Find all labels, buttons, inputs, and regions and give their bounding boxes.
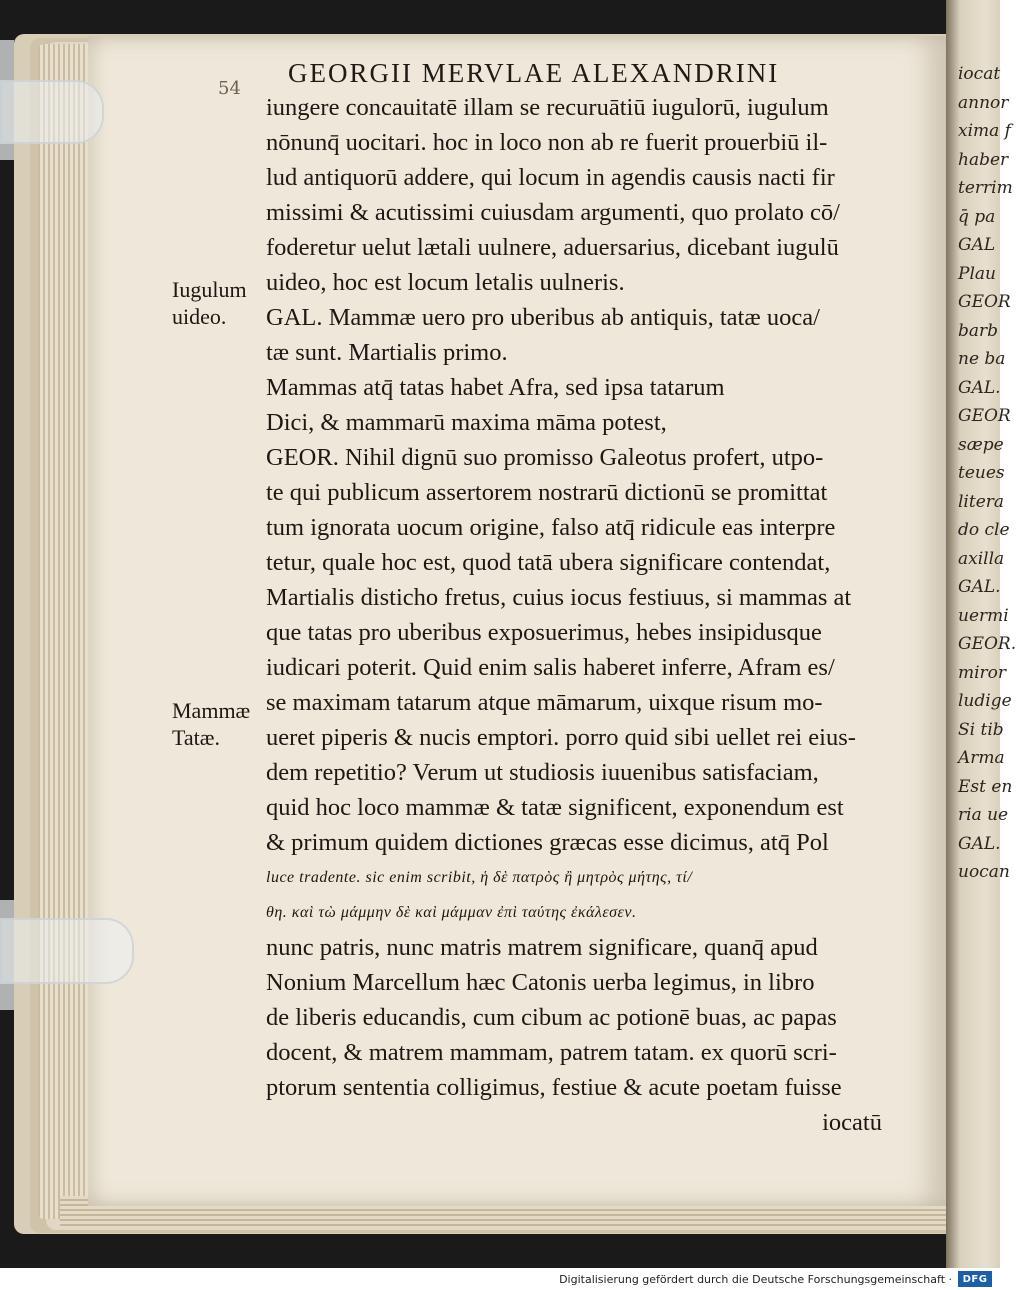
facing-page-fragment: ludige <box>958 691 1012 711</box>
facing-page-fragment: xima f <box>958 121 1011 141</box>
facing-page <box>946 0 1017 1268</box>
text-line: que tatas pro uberibus exposuerimus, hebes insipidusque <box>266 619 822 646</box>
facing-page-fragment: Si tib <box>958 719 1004 740</box>
facing-page-fragment: Arma <box>958 748 1005 768</box>
text-line: lud antiquorū addere, qui locum in agendis causis nacti fir <box>266 164 835 191</box>
text-line: GAL. Mammæ uero pro uberibus ab antiquis, tatæ uoca/ <box>266 304 820 331</box>
page-number: 54 <box>218 78 241 99</box>
footer-bar <box>0 1268 1000 1290</box>
text-line: foderetur uelut lætali uulnere, aduersarius, dicebant iugulū <box>266 234 839 261</box>
facing-page-fragment: litera <box>958 491 1005 512</box>
facing-page-fragment: annor <box>958 92 1009 113</box>
text-line: se maximam tatarum atque māmarum, uixque risum mo- <box>266 689 823 716</box>
facing-page-fragment: Plau <box>958 263 996 284</box>
facing-page-fragment: teues <box>958 463 1005 483</box>
facing-page-fragment: axilla <box>958 548 1005 569</box>
facing-page-fragment: GAL. <box>958 377 1001 398</box>
facing-page-fragment: GEOR <box>958 292 1011 312</box>
text-line: iudicari poterit. Quid enim salis haberet inferre, Afram es/ <box>266 654 835 681</box>
footer-text: Digitalisierung gefördert durch die Deutsche Forschungsgemeinschaft · <box>559 1272 952 1286</box>
text-line: iungere concauitatē illam se recuruātiū iugulorū, iugulum <box>266 94 829 121</box>
text-line: docent, & matrem mammam, patrem tatam. ex quorū scri- <box>266 1039 837 1066</box>
facing-page-text <box>958 60 1018 887</box>
facing-page-fragment: haber <box>958 149 1009 170</box>
dfg-logo: DFG <box>958 1271 992 1287</box>
text-line: ptorum sententia colligimus, festiue & acute poetam fuisse <box>266 1074 842 1101</box>
book-clip <box>0 918 134 984</box>
facing-page-fragment: GAL. <box>958 577 1001 597</box>
text-line: GEOR. Nihil dignū suo promisso Galeotus profert, utpo- <box>266 444 824 471</box>
margin-note-line: Mammæ <box>172 698 251 723</box>
text-line: quid hoc loco mammæ & tatæ significent, exponendum est <box>266 794 844 821</box>
text-line: uideo, hoc est locum letalis uulneris. <box>266 269 625 296</box>
margin-note-line: Tatæ. <box>172 725 220 750</box>
page-edges-left <box>38 44 94 1219</box>
text-line: tæ sunt. Martialis primo. <box>266 339 508 366</box>
text-line: missimi & acutissimi cuiusdam argumenti, quo prolato cō/ <box>266 199 840 226</box>
text-line: θη. καὶ τὼ μάμμην δὲ καὶ μάμμαν ἐπὶ ταύτης ἐκάλεσεν. <box>266 904 637 921</box>
text-line: te qui publicum assertorem nostrarū dictionū se promittat <box>266 479 828 506</box>
text-line: de liberis educandis, cum cibum ac potionē buas, ac papas <box>266 1004 837 1031</box>
facing-page-fragment: q̄ pa <box>958 206 996 227</box>
facing-page-fragment: ne ba <box>958 349 1006 369</box>
facing-page-fragment: GEOR <box>958 406 1011 426</box>
facing-page-fragment: uermi <box>958 605 1009 626</box>
facing-page-fragment: uocan <box>958 862 1010 882</box>
facing-page-fragment: iocat <box>958 64 1001 84</box>
facing-page-fragment: terrim <box>958 178 1013 198</box>
facing-page-fragment: GAL <box>958 235 996 255</box>
facing-page-fragment: miror <box>958 662 1007 683</box>
text-line: Martialis disticho fretus, cuius iocus festiuus, si mammas at <box>266 584 852 611</box>
margin-note-line: uideo. <box>172 304 227 329</box>
text-line: tetur, quale hoc est, quod tatā ubera significare contendat, <box>266 549 831 576</box>
facing-page-fragment: sæpe <box>958 434 1004 455</box>
text-line: iocatū <box>822 1109 882 1136</box>
facing-page-fragment: barb <box>958 320 999 341</box>
text-line: & primum quidem dictiones græcas esse dicimus, atq̄ Pol <box>266 829 829 856</box>
margin-note-line: Iugulum <box>172 277 247 302</box>
text-line: Nonium Marcellum hæc Catonis uerba legimus, in libro <box>266 969 815 996</box>
facing-page-fragment: GAL. <box>958 833 1001 854</box>
facing-page-fragment: do cle <box>958 520 1010 540</box>
facing-page-fragment: Est en <box>958 776 1013 797</box>
facing-page-fragment: ria ue <box>958 805 1009 825</box>
text-line: nōnunq̄ uocitari. hoc in loco non ab re fuerit prouerbiū il- <box>266 129 828 156</box>
text-line: dem repetitio? Verum ut studiosis iuuenibus satisfaciam, <box>266 759 819 786</box>
running-head: GEORGII MERVLAE ALEXANDRINI <box>288 58 780 88</box>
margin-note <box>172 697 250 751</box>
text-line: luce tradente. sic enim scribit, ἡ δὲ πατρὸς ἢ μητρὸς μήτης, τί/ <box>266 869 693 886</box>
facing-page-fragment: GEOR. <box>958 634 1017 654</box>
text-line: Dici, & mammarū maxima māma potest, <box>266 409 667 436</box>
body-text <box>266 90 882 1140</box>
text-line: Mammas atq̄ tatas habet Afra, sed ipsa tatarum <box>266 374 725 401</box>
text-line: ueret piperis & nucis emptori. porro quid sibi uellet rei eius- <box>266 724 856 751</box>
margin-note <box>172 276 247 330</box>
book-clip <box>0 80 104 144</box>
text-line: nunc patris, nunc matris matrem significare, quanq̄ apud <box>266 934 818 961</box>
text-line: tum ignorata uocum origine, falso atq̄ ridicule eas interpre <box>266 514 836 541</box>
